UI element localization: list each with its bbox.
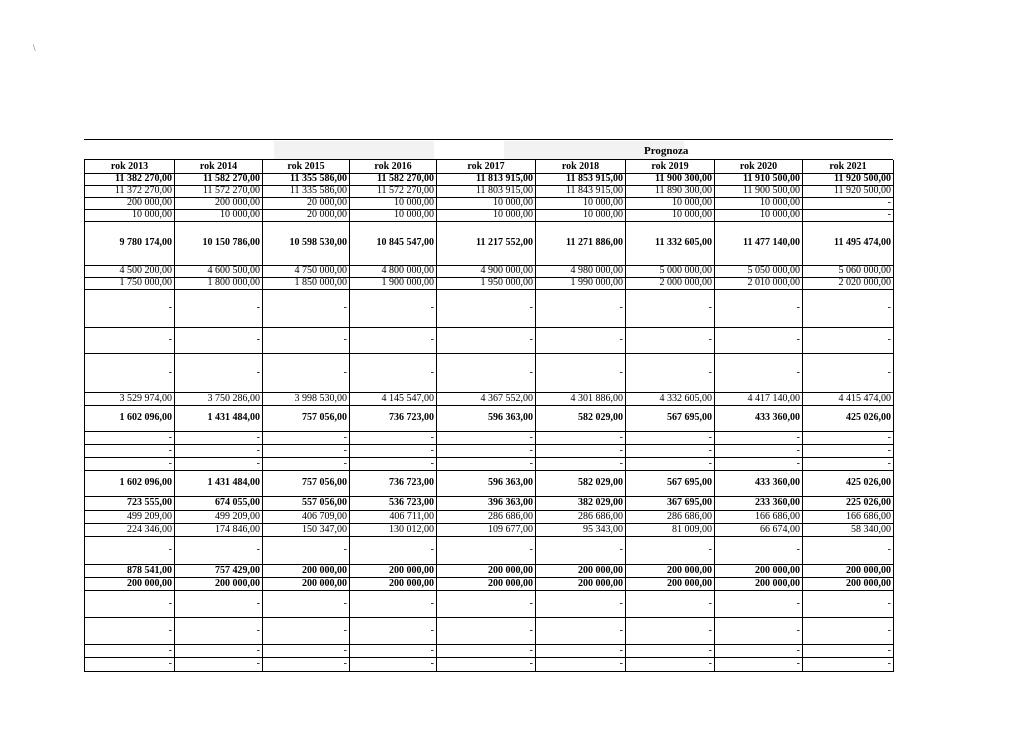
table-cell: 736 723,00 [350, 405, 437, 431]
table-cell: 4 750 000,00 [263, 265, 350, 277]
table-cell: 567 695,00 [626, 405, 715, 431]
table-cell: 10 598 530,00 [263, 221, 350, 265]
table-cell: 1 850 000,00 [263, 277, 350, 289]
table-cell: 130 012,00 [350, 523, 437, 536]
table-cell: 10 000,00 [536, 197, 626, 209]
table-cell: - [437, 617, 536, 644]
table-cell: - [536, 457, 626, 470]
table-cell: - [175, 590, 263, 617]
table-row [85, 392, 894, 405]
year-header: rok 2019 [626, 160, 715, 173]
table-cell: - [536, 617, 626, 644]
table-row [85, 577, 894, 590]
table-cell: 596 363,00 [437, 470, 536, 496]
table-cell: 757 429,00 [175, 564, 263, 577]
table-cell: 81 009,00 [626, 523, 715, 536]
table-cell: - [803, 657, 894, 671]
table-row [85, 209, 894, 221]
table-cell: - [536, 353, 626, 392]
table-cell: - [803, 617, 894, 644]
year-header: rok 2016 [350, 160, 437, 173]
year-header: rok 2014 [175, 160, 263, 173]
table-cell: - [536, 644, 626, 657]
table-cell: 11 900 500,00 [715, 185, 803, 197]
table-row [85, 536, 894, 564]
table-cell: - [437, 431, 536, 444]
table-cell: 225 026,00 [803, 496, 894, 510]
table-cell: - [803, 353, 894, 392]
table-cell: 11 582 270,00 [175, 173, 263, 185]
table-cell: - [350, 644, 437, 657]
table-cell: 3 998 530,00 [263, 392, 350, 405]
table-cell: 10 000,00 [85, 209, 175, 221]
table-cell: 11 910 500,00 [715, 173, 803, 185]
prognoza-label: Prognoza [644, 145, 689, 157]
table-cell: - [803, 289, 894, 327]
table-cell: - [437, 327, 536, 353]
table-cell: 11 572 270,00 [175, 185, 263, 197]
table-row [85, 277, 894, 289]
table-cell: 1 602 096,00 [85, 405, 175, 431]
table-cell: 200 000,00 [437, 564, 536, 577]
table-cell: - [715, 444, 803, 457]
table-cell: 11 372 270,00 [85, 185, 175, 197]
table-cell: 4 145 547,00 [350, 392, 437, 405]
table-cell: - [175, 353, 263, 392]
table-cell: 596 363,00 [437, 405, 536, 431]
table-cell: - [715, 617, 803, 644]
table-cell: 11 332 605,00 [626, 221, 715, 265]
table-cell: - [626, 617, 715, 644]
table-cell: 11 813 915,00 [437, 173, 536, 185]
table-cell: - [536, 327, 626, 353]
forecast-table [84, 160, 894, 672]
table-cell: 224 346,00 [85, 523, 175, 536]
table-cell: 11 271 886,00 [536, 221, 626, 265]
table-row [85, 405, 894, 431]
table-cell: 382 029,00 [536, 496, 626, 510]
table-cell: 10 000,00 [437, 197, 536, 209]
table-cell: 286 686,00 [437, 510, 536, 523]
table-row [85, 185, 894, 197]
table-cell: 10 000,00 [626, 197, 715, 209]
table-cell: - [437, 353, 536, 392]
table-cell: - [263, 617, 350, 644]
table-cell: 4 415 474,00 [803, 392, 894, 405]
table-cell: 396 363,00 [437, 496, 536, 510]
table-cell: 4 417 140,00 [715, 392, 803, 405]
table-cell: 3 529 974,00 [85, 392, 175, 405]
table-cell: 200 000,00 [263, 564, 350, 577]
table-cell: - [437, 289, 536, 327]
table-cell: 10 000,00 [715, 197, 803, 209]
table-cell: - [437, 657, 536, 671]
table-cell: - [263, 657, 350, 671]
table-cell: - [803, 431, 894, 444]
table-cell: 4 800 000,00 [350, 265, 437, 277]
table-cell: - [85, 536, 175, 564]
table-cell: 200 000,00 [715, 577, 803, 590]
table-cell: 10 000,00 [536, 209, 626, 221]
table-cell: - [437, 457, 536, 470]
top-rule [84, 139, 893, 140]
table-cell: 200 000,00 [536, 577, 626, 590]
table-cell: - [175, 431, 263, 444]
table-cell: - [715, 536, 803, 564]
table-cell: 20 000,00 [263, 197, 350, 209]
table-cell: - [263, 536, 350, 564]
table-cell: 536 723,00 [350, 496, 437, 510]
year-header: rok 2017 [437, 160, 536, 173]
table-cell: 11 582 270,00 [350, 173, 437, 185]
table-cell: 20 000,00 [263, 209, 350, 221]
table-cell: - [803, 209, 894, 221]
table-cell: - [715, 590, 803, 617]
table-cell: 11 217 552,00 [437, 221, 536, 265]
table-cell: - [626, 353, 715, 392]
table-cell: 200 000,00 [350, 564, 437, 577]
table-cell: 499 209,00 [85, 510, 175, 523]
table-cell: 11 920 500,00 [803, 173, 894, 185]
table-cell: 200 000,00 [263, 577, 350, 590]
header-row [85, 160, 894, 173]
table-cell: - [803, 590, 894, 617]
table-row [85, 457, 894, 470]
table-row [85, 496, 894, 510]
table-cell: 11 572 270,00 [350, 185, 437, 197]
table-cell: - [626, 457, 715, 470]
table-cell: - [85, 617, 175, 644]
table-cell: 1 431 484,00 [175, 470, 263, 496]
table-row [85, 444, 894, 457]
table-cell: - [263, 644, 350, 657]
table-cell: - [175, 536, 263, 564]
table-cell: 9 780 174,00 [85, 221, 175, 265]
table-cell: 4 301 886,00 [536, 392, 626, 405]
table-cell: - [350, 457, 437, 470]
table-cell: 5 000 000,00 [626, 265, 715, 277]
table-cell: 286 686,00 [626, 510, 715, 523]
table-row [85, 564, 894, 577]
table-cell: 1 900 000,00 [350, 277, 437, 289]
table-row [85, 353, 894, 392]
table-cell: - [175, 444, 263, 457]
table-cell: - [536, 590, 626, 617]
table-cell: - [536, 536, 626, 564]
table-cell: - [626, 289, 715, 327]
scan-dot: \ [33, 43, 36, 53]
table-cell: 2 000 000,00 [626, 277, 715, 289]
table-cell: 11 920 500,00 [803, 185, 894, 197]
table-cell: 10 000,00 [715, 209, 803, 221]
table-cell: 286 686,00 [536, 510, 626, 523]
table-row [85, 510, 894, 523]
table-cell: 11 335 586,00 [263, 185, 350, 197]
table-row [85, 289, 894, 327]
table-cell: - [715, 657, 803, 671]
table-cell: - [85, 657, 175, 671]
table-cell: - [85, 327, 175, 353]
year-header: rok 2013 [85, 160, 175, 173]
table-cell: - [626, 536, 715, 564]
table-cell: 4 980 000,00 [536, 265, 626, 277]
table-cell: 200 000,00 [626, 577, 715, 590]
table-cell: 11 355 586,00 [263, 173, 350, 185]
table-cell: - [350, 590, 437, 617]
table-cell: - [350, 353, 437, 392]
table-cell: 433 360,00 [715, 470, 803, 496]
table-row [85, 617, 894, 644]
table-cell: 10 000,00 [350, 197, 437, 209]
table-cell: - [85, 644, 175, 657]
table-cell: - [803, 197, 894, 209]
table-cell: 567 695,00 [626, 470, 715, 496]
table-cell: - [715, 431, 803, 444]
table-cell: - [715, 327, 803, 353]
table-cell: - [626, 644, 715, 657]
table-cell: - [437, 644, 536, 657]
table-cell: 11 900 300,00 [626, 173, 715, 185]
year-header: rok 2020 [715, 160, 803, 173]
table-cell: 1 602 096,00 [85, 470, 175, 496]
table-cell: 200 000,00 [175, 197, 263, 209]
table-cell: 166 686,00 [803, 510, 894, 523]
table-cell: - [85, 289, 175, 327]
table-cell: - [626, 590, 715, 617]
table-cell: 723 555,00 [85, 496, 175, 510]
table-cell: - [350, 327, 437, 353]
table-cell: 11 495 474,00 [803, 221, 894, 265]
table-cell: - [715, 353, 803, 392]
table-cell: 150 347,00 [263, 523, 350, 536]
table-cell: 174 846,00 [175, 523, 263, 536]
table-cell: - [263, 289, 350, 327]
table-cell: 1 800 000,00 [175, 277, 263, 289]
table-row [85, 197, 894, 209]
table-cell: - [263, 444, 350, 457]
table-cell: - [175, 657, 263, 671]
year-header: rok 2018 [536, 160, 626, 173]
table-cell: - [350, 431, 437, 444]
table-cell: 11 853 915,00 [536, 173, 626, 185]
table-cell: - [85, 431, 175, 444]
table-cell: 10 845 547,00 [350, 221, 437, 265]
table-cell: - [350, 289, 437, 327]
table-cell: 4 367 552,00 [437, 392, 536, 405]
table-cell: 10 000,00 [626, 209, 715, 221]
table-cell: 200 000,00 [536, 564, 626, 577]
table-cell: - [85, 590, 175, 617]
table-cell: 406 709,00 [263, 510, 350, 523]
table-cell: - [85, 444, 175, 457]
table-cell: - [803, 457, 894, 470]
table-cell: - [350, 536, 437, 564]
table-cell: 425 026,00 [803, 470, 894, 496]
table-cell: 11 890 300,00 [626, 185, 715, 197]
table-cell: - [715, 289, 803, 327]
table-cell: 2 010 000,00 [715, 277, 803, 289]
table-cell: 582 029,00 [536, 405, 626, 431]
table-cell: 10 000,00 [175, 209, 263, 221]
table-cell: 1 431 484,00 [175, 405, 263, 431]
table-cell: 433 360,00 [715, 405, 803, 431]
table-cell: - [715, 644, 803, 657]
table-cell: 11 382 270,00 [85, 173, 175, 185]
table-cell: - [175, 644, 263, 657]
table-cell: 4 332 605,00 [626, 392, 715, 405]
table-row [85, 265, 894, 277]
table-cell: 66 674,00 [715, 523, 803, 536]
table-cell: 4 500 200,00 [85, 265, 175, 277]
table-cell: - [263, 431, 350, 444]
table-cell: - [263, 353, 350, 392]
table-row [85, 173, 894, 185]
table-cell: - [175, 289, 263, 327]
table-cell: - [350, 444, 437, 457]
table-cell: 200 000,00 [350, 577, 437, 590]
table-cell: - [437, 590, 536, 617]
table-cell: 757 056,00 [263, 470, 350, 496]
table-cell: 200 000,00 [803, 564, 894, 577]
table-row [85, 327, 894, 353]
table-cell: 11 843 915,00 [536, 185, 626, 197]
table-cell: 674 055,00 [175, 496, 263, 510]
table-cell: - [350, 657, 437, 671]
table-cell: 10 000,00 [350, 209, 437, 221]
table-cell: 200 000,00 [803, 577, 894, 590]
table-cell: - [803, 327, 894, 353]
table-cell: 95 343,00 [536, 523, 626, 536]
table-row [85, 590, 894, 617]
table-cell: - [626, 327, 715, 353]
year-header: rok 2015 [263, 160, 350, 173]
table-cell: 1 750 000,00 [85, 277, 175, 289]
table-cell: - [536, 431, 626, 444]
table-cell: - [175, 617, 263, 644]
table-cell: - [263, 457, 350, 470]
table-cell: - [536, 657, 626, 671]
table-cell: 2 020 000,00 [803, 277, 894, 289]
table-cell: - [626, 657, 715, 671]
year-header: rok 2021 [803, 160, 894, 173]
table-cell: - [263, 327, 350, 353]
table-cell: 5 050 000,00 [715, 265, 803, 277]
table-cell: 757 056,00 [263, 405, 350, 431]
table-row [85, 657, 894, 671]
table-cell: - [85, 353, 175, 392]
table-row [85, 221, 894, 265]
table-cell: - [536, 444, 626, 457]
table-row [85, 644, 894, 657]
table-cell: 200 000,00 [85, 197, 175, 209]
table-cell: 4 900 000,00 [437, 265, 536, 277]
table-cell: - [803, 536, 894, 564]
table-cell: - [437, 444, 536, 457]
table-cell: 425 026,00 [803, 405, 894, 431]
table-row [85, 470, 894, 496]
table-row [85, 431, 894, 444]
table-cell: 10 000,00 [437, 209, 536, 221]
table-cell: 10 150 786,00 [175, 221, 263, 265]
table-cell: 499 209,00 [175, 510, 263, 523]
table-cell: 233 360,00 [715, 496, 803, 510]
table-cell: 200 000,00 [85, 577, 175, 590]
table-cell: 367 695,00 [626, 496, 715, 510]
table-cell: 5 060 000,00 [803, 265, 894, 277]
table-cell: - [536, 289, 626, 327]
table-cell: 4 600 500,00 [175, 265, 263, 277]
table-cell: - [437, 536, 536, 564]
table-cell: 109 677,00 [437, 523, 536, 536]
table-cell: 1 990 000,00 [536, 277, 626, 289]
table-cell: - [175, 457, 263, 470]
table-cell: - [85, 457, 175, 470]
table-cell: 200 000,00 [175, 577, 263, 590]
table-cell: 166 686,00 [715, 510, 803, 523]
table-cell: 3 750 286,00 [175, 392, 263, 405]
table-cell: 11 803 915,00 [437, 185, 536, 197]
table-cell: - [626, 431, 715, 444]
table-cell: 11 477 140,00 [715, 221, 803, 265]
table-row [85, 523, 894, 536]
table-cell: 58 340,00 [803, 523, 894, 536]
table-cell: - [175, 327, 263, 353]
table-cell: 200 000,00 [437, 577, 536, 590]
table-cell: 878 541,00 [85, 564, 175, 577]
table-cell: 557 056,00 [263, 496, 350, 510]
table-cell: - [803, 444, 894, 457]
table-cell: - [715, 457, 803, 470]
table-cell: 406 711,00 [350, 510, 437, 523]
table-cell: 1 950 000,00 [437, 277, 536, 289]
table-cell: - [350, 617, 437, 644]
table-cell: 200 000,00 [715, 564, 803, 577]
table-cell: 736 723,00 [350, 470, 437, 496]
scan-shading [274, 141, 434, 159]
table-cell: 582 029,00 [536, 470, 626, 496]
table-cell: - [626, 444, 715, 457]
table-cell: - [263, 590, 350, 617]
table-cell: - [803, 644, 894, 657]
table-cell: 200 000,00 [626, 564, 715, 577]
